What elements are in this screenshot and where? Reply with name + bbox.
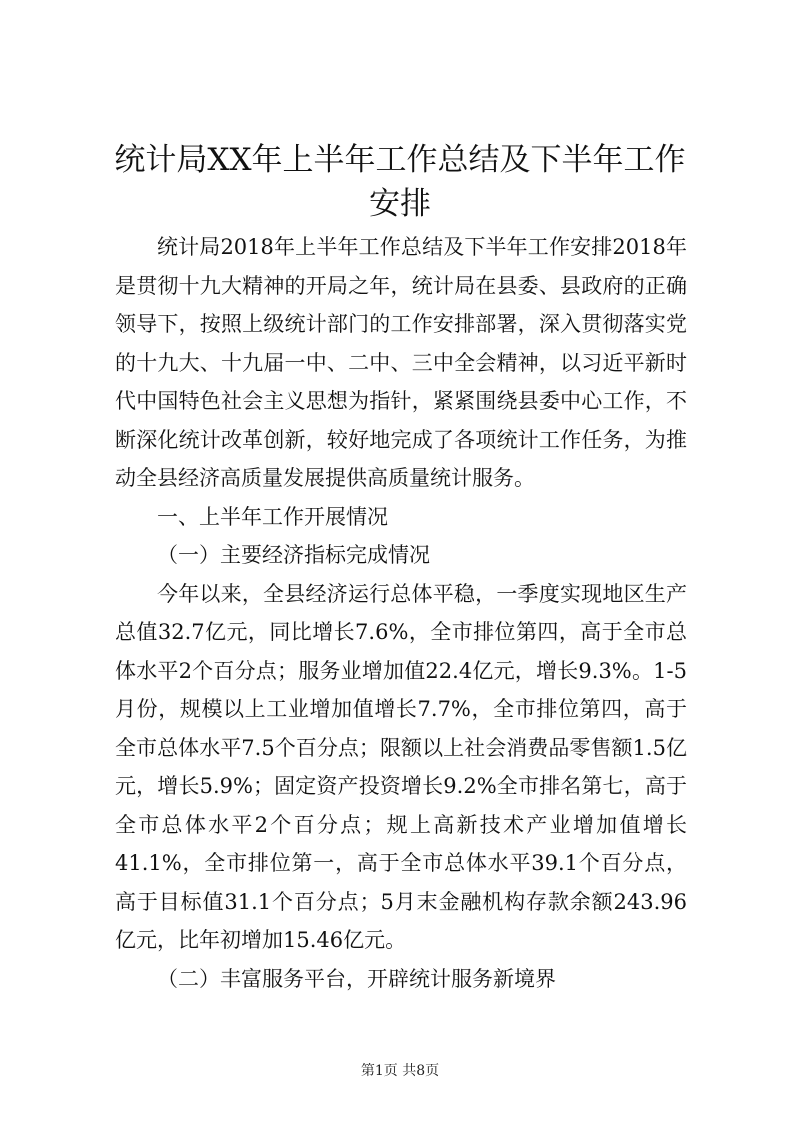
page-number: 第1页 共8页: [360, 1063, 440, 1079]
section-heading-1: 一、上半年工作开展情况: [157, 504, 388, 529]
document-title: 统计局XX年上半年工作总结及下半年工作安排: [114, 142, 686, 222]
page-footer: [0, 1060, 800, 1080]
subsection-heading-2: （二）丰富服务平台，开辟统计服务新境界: [157, 966, 556, 991]
paragraph-intro: 统计局2018年上半年工作总结及下半年工作安排2018年是贯彻十九大精神的开局之年，统计局在县委、县政府的正确领导下，按照上级统计部门的工作安排部署，深入贯彻落实党的十九大、十九届一中、二中、三中全会精神，以习近平新时代中国特色社会主义思想为指针，紧紧围绕县委中心工作，不断深化统计改革创新，较好地完成了各项统计工作任务，为推动全县经济高质量发展提供高质量统计服务。: [115, 235, 687, 490]
paragraph-indicators: 今年以来，全县经济运行总体平稳，一季度实现地区生产总值32.7亿元，同比增长7.6%，全市排位第四，高于全市总体水平2个百分点；服务业增加值22.4亿元，增长9.3%。1-5月份，规模以上工业增加值增长7.7%，全市排位第四，高于全市总体水平7.5个百分点；限额以上社会消费品零售额1.5亿元，增长5.9%；固定资产投资增长9.2%全市排名第七，高于全市总体水平2个百分点；规上高新技术产业增加值增长41.1%，全市排位第一，高于全市总体水平39.1个百分点，高于目标值31.1个百分点；5月末金融机构存款余额243.96亿元，比年初增加15.46亿元。: [115, 581, 687, 952]
subsection-heading-1: （一）主要经济指标完成情况: [157, 543, 430, 567]
document-body: [115, 228, 687, 998]
